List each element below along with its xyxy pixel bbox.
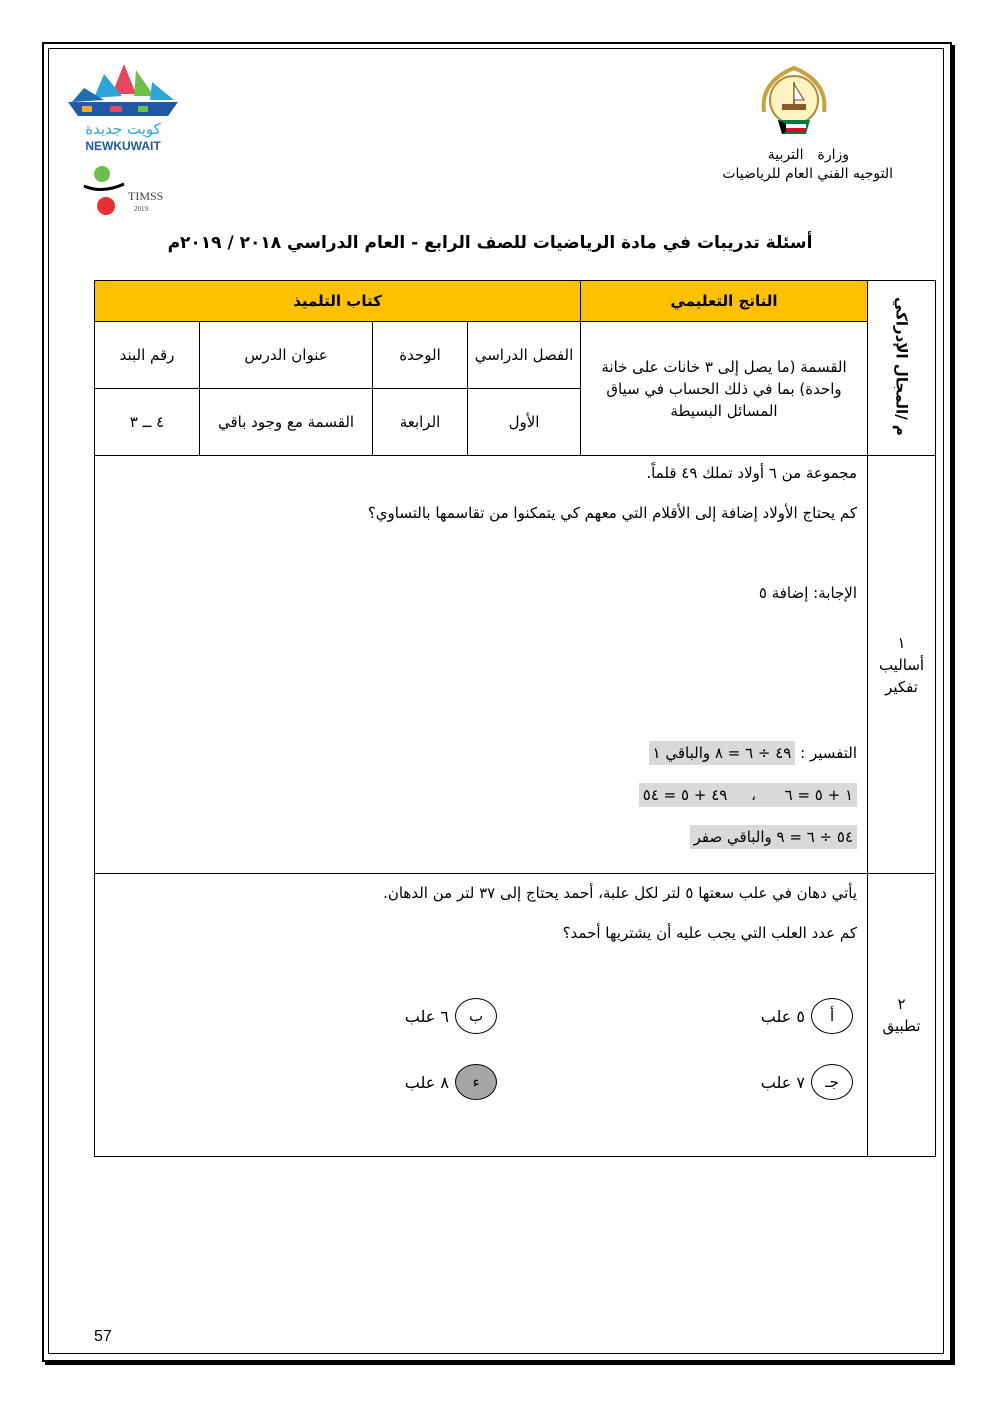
q2-domain (868, 874, 936, 1157)
domain-header: م /المجال الإدراكي (892, 296, 911, 436)
outcome-header: الناتج التعليمي (581, 281, 868, 322)
q1-number: ١ (897, 633, 906, 652)
q2-line2: كم عدد العلب التي يجب عليه أن يشتريها أحمد؟ (562, 924, 858, 942)
option-d-letter: ء (455, 1064, 497, 1100)
semester-value: الأول (468, 389, 581, 456)
option-a-text: ٥ علب (760, 1006, 806, 1026)
q2-body (95, 874, 868, 1157)
q1-domain-line1: أساليب (878, 655, 925, 674)
ministry-word1: وزارة (817, 147, 849, 163)
q1-body (95, 456, 868, 874)
q1-line1: مجموعة من ٦ أولاد تملك ٤٩ قلماً. (646, 464, 858, 482)
q1-line2: كم يحتاج الأولاد إضافة إلى الأقلام التي معهم كي يتمكنوا من تقاسمها بالتساوي؟ (367, 504, 858, 522)
q2-domain-label: تطبيق (882, 1017, 921, 1035)
option-c-letter: جـ (811, 1064, 853, 1100)
q1-domain-line2: تفكير (885, 677, 918, 696)
q2-number: ٢ (897, 995, 906, 1013)
q1-explain-label: التفسير : (800, 744, 858, 762)
brand-english: NEWKUWAIT (85, 139, 161, 153)
semester-label: الفصل الدراسي (468, 322, 581, 389)
option-b-letter: ب (455, 998, 497, 1034)
brand-arabic: كويت جديدة (85, 120, 161, 138)
option-b-text: ٦ علب (404, 1006, 450, 1026)
unit-value: الرابعة (373, 389, 468, 456)
q1-answer: الإجابة: إضافة ٥ (758, 584, 858, 602)
kuwait-emblem (756, 62, 832, 142)
q1-calc3: ٥٤ ÷ ٦ = ٩ والباقي صفر (690, 825, 857, 849)
ministry-word2: التربية (767, 147, 804, 163)
lesson-label: عنوان الدرس (200, 322, 373, 389)
unit-label: الوحدة (373, 322, 468, 389)
timss-label: TIMSS (128, 189, 164, 203)
item-value: ٤ ــ ٣ (95, 389, 200, 456)
option-a[interactable] (761, 998, 853, 1034)
option-d-text: ٨ علب (404, 1072, 450, 1092)
page-title: أسئلة تدريبات في مادة الرياضيات للصف الرابع - العام الدراسي ٢٠١٨ / ٢٠١٩م (167, 233, 813, 253)
lesson-value: القسمة مع وجود باقي (200, 389, 373, 456)
option-a-letter: أ (811, 998, 853, 1034)
timss-logo (80, 160, 180, 220)
q1-calc1: ٤٩ ÷ ٦ = ٨ والباقي ١ (649, 741, 796, 765)
q2-line1: يأتي دهان في علب سعتها ٥ لتر لكل علبة، أحمد يحتاج إلى ٣٧ لتر من الدهان. (383, 884, 858, 902)
ministry-header (722, 146, 893, 184)
outcome-text: القسمة (ما يصل إلى ٣ خانات على خانة واحدة) بما في ذلك الحساب في سياق المسائل البسيطة (581, 322, 868, 456)
q1-calc2: ١ + ٥ = ٦ ، ٤٩ + ٥ = ٥٤ (639, 783, 857, 807)
page-number: 57 (94, 1328, 112, 1345)
timss-year: 2019 (134, 205, 148, 213)
question-table (94, 280, 936, 1157)
option-c-text: ٧ علب (760, 1072, 806, 1092)
department-name: التوجيه الفني العام للرياضيات (722, 166, 893, 182)
book-header: كتاب التلميذ (95, 281, 581, 322)
domain-header-cell (868, 281, 936, 456)
option-b[interactable] (405, 998, 497, 1034)
option-d[interactable] (405, 1064, 497, 1100)
q1-domain (868, 456, 936, 874)
option-c[interactable] (761, 1064, 853, 1100)
new-kuwait-logo (64, 60, 182, 156)
item-label: رقم البند (95, 322, 200, 389)
